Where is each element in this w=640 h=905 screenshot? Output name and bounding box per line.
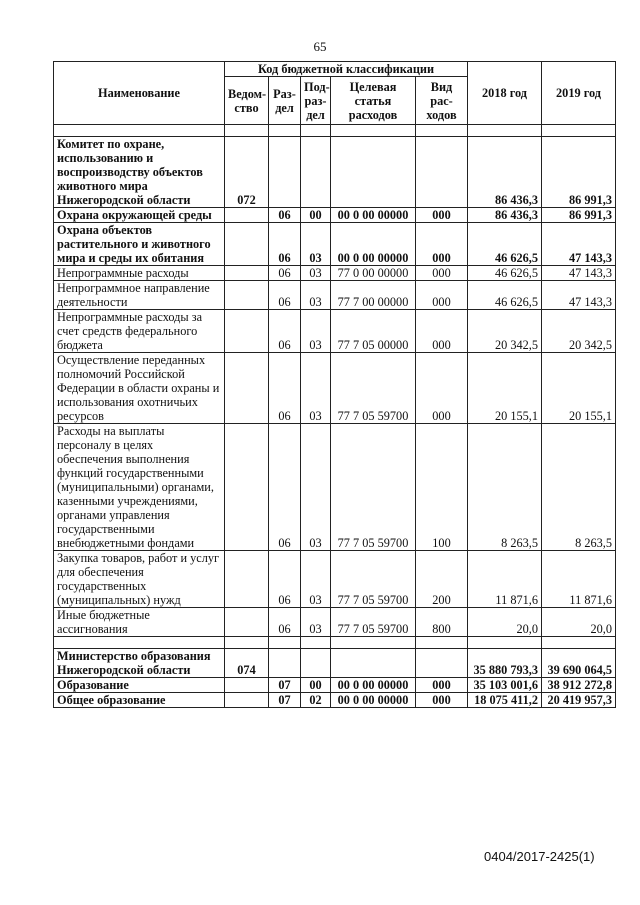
cell-y2019: 11 871,6 <box>542 551 616 608</box>
cell-y2018: 46 626,5 <box>468 223 542 266</box>
empty-cell <box>416 125 468 137</box>
cell-dept: 072 <box>225 137 269 208</box>
table-row <box>54 608 616 637</box>
empty-cell <box>269 637 301 649</box>
empty-cell <box>301 125 331 137</box>
empty-cell <box>416 637 468 649</box>
cell-exp-type: 000 <box>416 310 468 353</box>
cell-name: Расходы на выплаты персоналу в целях обеспечения выполнения функций государственными (муниципальными) органами, казенными учреждениями, органами управления государственными внебюджетными фондами <box>54 424 225 551</box>
cell-y2019: 20,0 <box>542 608 616 637</box>
cell-target: 00 0 00 00000 <box>331 208 416 223</box>
cell-y2018: 18 075 411,2 <box>468 693 542 708</box>
cell-exp-type <box>416 137 468 208</box>
cell-y2018: 20 155,1 <box>468 353 542 424</box>
cell-section: 06 <box>269 424 301 551</box>
empty-cell <box>54 637 225 649</box>
cell-dept <box>225 353 269 424</box>
cell-name: Общее образование <box>54 693 225 708</box>
cell-name: Министерство образования Нижегородской области <box>54 649 225 678</box>
cell-y2018: 86 436,3 <box>468 137 542 208</box>
cell-exp-type: 000 <box>416 208 468 223</box>
table-row <box>54 424 616 551</box>
cell-dept <box>225 310 269 353</box>
cell-name: Непрограммное направление деятельности <box>54 281 225 310</box>
cell-section: 06 <box>269 208 301 223</box>
cell-section: 06 <box>269 266 301 281</box>
cell-dept <box>225 608 269 637</box>
table-row <box>54 693 616 708</box>
cell-name: Образование <box>54 678 225 693</box>
cell-y2018: 35 880 793,3 <box>468 649 542 678</box>
cell-y2018: 35 103 001,6 <box>468 678 542 693</box>
cell-subsection: 03 <box>301 424 331 551</box>
cell-y2018: 20 342,5 <box>468 310 542 353</box>
cell-y2018: 8 263,5 <box>468 424 542 551</box>
cell-subsection: 03 <box>301 223 331 266</box>
table-row <box>54 208 616 223</box>
table-row <box>54 137 616 208</box>
table-row <box>54 310 616 353</box>
cell-section: 07 <box>269 693 301 708</box>
cell-target: 77 0 00 00000 <box>331 266 416 281</box>
cell-section <box>269 649 301 678</box>
cell-y2019: 47 143,3 <box>542 223 616 266</box>
cell-name: Непрограммные расходы за счет средств федерального бюджета <box>54 310 225 353</box>
cell-y2018: 46 626,5 <box>468 281 542 310</box>
cell-name: Комитет по охране, использованию и воспроизводству объектов животного мира Нижегородской области <box>54 137 225 208</box>
cell-target <box>331 137 416 208</box>
table-header <box>54 62 616 125</box>
table-row <box>54 353 616 424</box>
cell-subsection: 03 <box>301 551 331 608</box>
header-subsection: Под-раз-дел <box>301 77 331 125</box>
cell-y2019: 20 342,5 <box>542 310 616 353</box>
cell-subsection <box>301 137 331 208</box>
cell-section <box>269 137 301 208</box>
cell-y2019: 20 155,1 <box>542 353 616 424</box>
header-department: Ведом-ство <box>225 77 269 125</box>
header-expense-type: Вид рас-ходов <box>416 77 468 125</box>
cell-y2019: 47 143,3 <box>542 281 616 310</box>
cell-name: Осуществление переданных полномочий Российской Федерации в области охраны и использования охотничьих ресурсов <box>54 353 225 424</box>
cell-section: 06 <box>269 353 301 424</box>
cell-subsection: 00 <box>301 678 331 693</box>
document-code: 0404/2017-2425(1) <box>484 849 595 864</box>
cell-name: Непрограммные расходы <box>54 266 225 281</box>
empty-cell <box>542 637 616 649</box>
cell-exp-type: 000 <box>416 266 468 281</box>
cell-y2019: 8 263,5 <box>542 424 616 551</box>
cell-exp-type: 800 <box>416 608 468 637</box>
cell-subsection: 00 <box>301 208 331 223</box>
cell-subsection: 03 <box>301 281 331 310</box>
cell-target: 77 7 05 59700 <box>331 353 416 424</box>
header-section: Раз-дел <box>269 77 301 125</box>
cell-section: 06 <box>269 551 301 608</box>
cell-y2019: 47 143,3 <box>542 266 616 281</box>
cell-target: 77 7 05 59700 <box>331 608 416 637</box>
cell-target: 00 0 00 00000 <box>331 223 416 266</box>
table-row <box>54 678 616 693</box>
cell-y2018: 86 436,3 <box>468 208 542 223</box>
cell-y2019: 86 991,3 <box>542 137 616 208</box>
cell-subsection: 03 <box>301 608 331 637</box>
cell-section: 06 <box>269 223 301 266</box>
table-row <box>54 281 616 310</box>
cell-exp-type: 000 <box>416 223 468 266</box>
empty-cell <box>331 637 416 649</box>
cell-dept <box>225 266 269 281</box>
empty-cell <box>468 125 542 137</box>
cell-y2019: 39 690 064,5 <box>542 649 616 678</box>
cell-subsection: 03 <box>301 353 331 424</box>
cell-dept <box>225 693 269 708</box>
spacer-row <box>54 125 616 137</box>
cell-name: Охрана объектов растительного и животного мира и среды их обитания <box>54 223 225 266</box>
header-year-2018: 2018 год <box>468 62 542 125</box>
cell-name: Иные бюджетные ассигнования <box>54 608 225 637</box>
cell-subsection: 03 <box>301 266 331 281</box>
header-target-item: Целевая статья расходов <box>331 77 416 125</box>
table-row <box>54 223 616 266</box>
cell-dept <box>225 551 269 608</box>
cell-y2018: 20,0 <box>468 608 542 637</box>
header-name: Наименование <box>54 62 225 125</box>
empty-cell <box>542 125 616 137</box>
cell-y2019: 38 912 272,8 <box>542 678 616 693</box>
cell-dept <box>225 208 269 223</box>
empty-cell <box>331 125 416 137</box>
budget-table <box>53 61 616 708</box>
empty-cell <box>301 637 331 649</box>
spacer-row <box>54 637 616 649</box>
cell-section: 06 <box>269 608 301 637</box>
cell-section: 06 <box>269 310 301 353</box>
cell-exp-type: 000 <box>416 693 468 708</box>
cell-dept: 074 <box>225 649 269 678</box>
cell-target: 77 7 00 00000 <box>331 281 416 310</box>
cell-dept <box>225 281 269 310</box>
table-row <box>54 551 616 608</box>
cell-target: 77 7 05 00000 <box>331 310 416 353</box>
cell-name: Охрана окружающей среды <box>54 208 225 223</box>
cell-target: 77 7 05 59700 <box>331 551 416 608</box>
table-row <box>54 266 616 281</box>
cell-subsection <box>301 649 331 678</box>
cell-exp-type: 000 <box>416 281 468 310</box>
cell-target: 00 0 00 00000 <box>331 693 416 708</box>
cell-target: 77 7 05 59700 <box>331 424 416 551</box>
empty-cell <box>269 125 301 137</box>
cell-exp-type <box>416 649 468 678</box>
empty-cell <box>225 125 269 137</box>
cell-section: 06 <box>269 281 301 310</box>
header-classification-code: Код бюджетной классификации <box>225 62 468 77</box>
cell-dept <box>225 678 269 693</box>
cell-exp-type: 200 <box>416 551 468 608</box>
cell-y2019: 20 419 957,3 <box>542 693 616 708</box>
cell-target <box>331 649 416 678</box>
table-body <box>54 125 616 708</box>
cell-name: Закупка товаров, работ и услуг для обеспечения государственных (муниципальных) нужд <box>54 551 225 608</box>
table-row <box>54 649 616 678</box>
cell-section: 07 <box>269 678 301 693</box>
cell-y2018: 11 871,6 <box>468 551 542 608</box>
cell-target: 00 0 00 00000 <box>331 678 416 693</box>
page-number: 65 <box>313 39 327 54</box>
cell-subsection: 02 <box>301 693 331 708</box>
cell-subsection: 03 <box>301 310 331 353</box>
cell-exp-type: 100 <box>416 424 468 551</box>
header-year-2019: 2019 год <box>542 62 616 125</box>
cell-dept <box>225 424 269 551</box>
empty-cell <box>54 125 225 137</box>
cell-dept <box>225 223 269 266</box>
cell-exp-type: 000 <box>416 353 468 424</box>
cell-y2019: 86 991,3 <box>542 208 616 223</box>
cell-exp-type: 000 <box>416 678 468 693</box>
cell-y2018: 46 626,5 <box>468 266 542 281</box>
empty-cell <box>468 637 542 649</box>
empty-cell <box>225 637 269 649</box>
